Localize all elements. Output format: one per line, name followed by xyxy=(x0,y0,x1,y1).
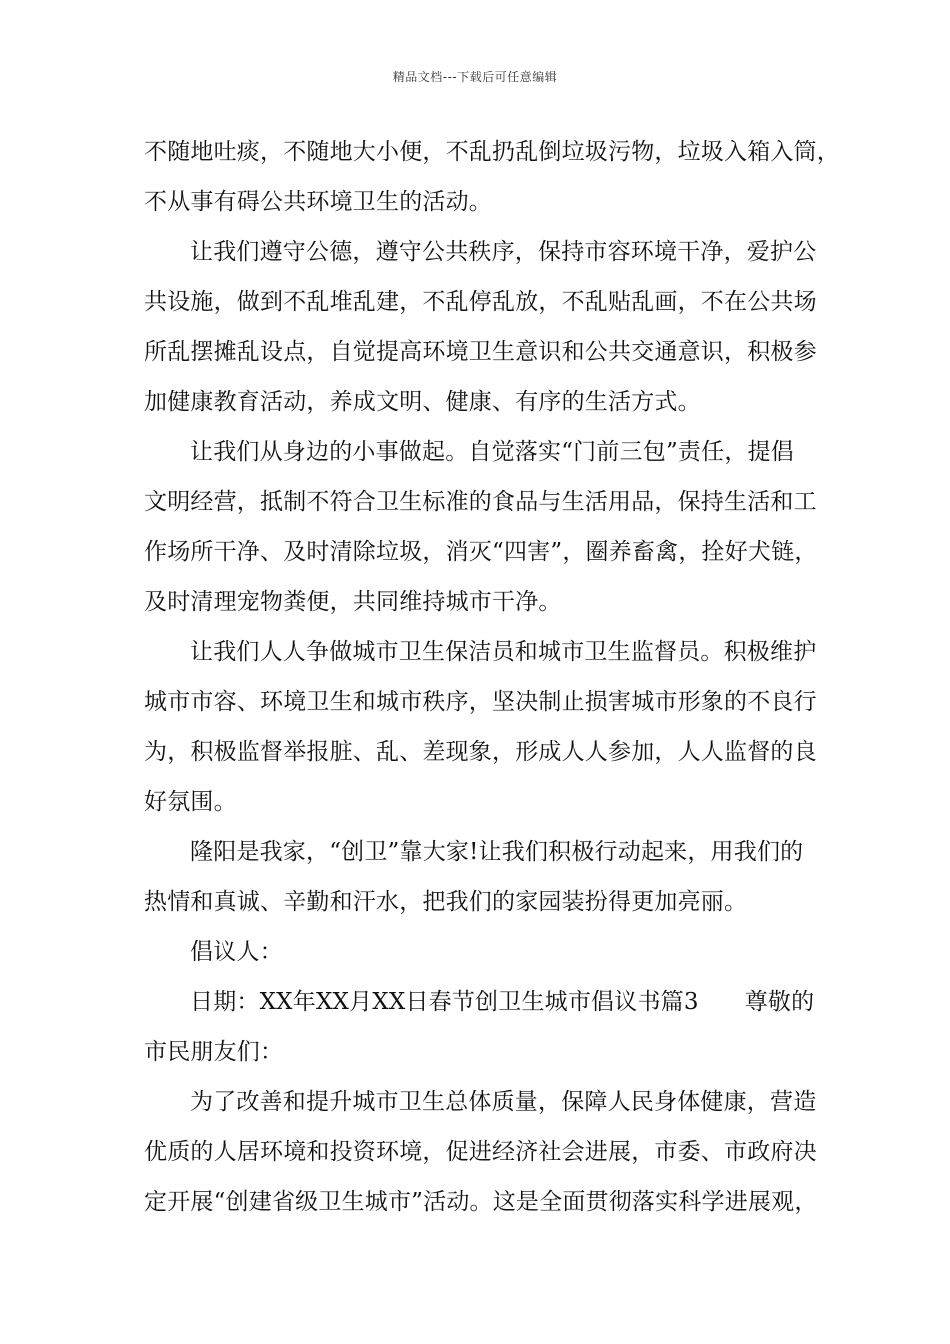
text-line: 及时清理宠物粪便，共同维持城市干净。 xyxy=(144,589,562,615)
document-body xyxy=(144,127,840,1227)
text-line: 市民朋友们： xyxy=(144,1039,284,1065)
text-line: 热情和真诚、辛勤和汗水，把我们的家园装扮得更加亮丽。 xyxy=(144,889,748,915)
text-line: 加健康教育活动，养成文明、健康、有序的生活方式。 xyxy=(144,389,701,415)
page-header: 精品文档---下载后可任意编辑 xyxy=(392,70,558,84)
text-line: 所乱摆摊乱设点，自觉提高环境卫生意识和公共交通意识，积极参 xyxy=(144,339,817,365)
text-line: 共设施，做到不乱堆乱建，不乱停乱放，不乱贴乱画，不在公共场 xyxy=(144,289,817,315)
text-line: 隆阳是我家，“创卫”靠大家!让我们积极行动起来，用我们的 xyxy=(190,839,804,865)
text-line: 城市市容、环境卫生和城市秩序，坚决制止损害城市形象的不良行 xyxy=(144,689,817,715)
text-line: 让我们人人争做城市卫生保洁员和城市卫生监督员。积极维护 xyxy=(190,639,817,665)
date-line xyxy=(144,977,834,1027)
salutation-start: 尊敬的 xyxy=(744,989,815,1015)
text-line: 作场所干净、及时清除垃圾，消灭“四害”，圈养畜禽，拴好犬链， xyxy=(144,539,818,565)
date-text: 日期：XX年XX月XX日春节创卫生城市倡议书篇3 xyxy=(190,989,699,1015)
text-line: 让我们从身边的小事做起。自觉落实“门前三包”责任，提倡 xyxy=(190,439,794,465)
text-line: 让我们遵守公德，遵守公共秩序，保持市容环境干净，爱护公 xyxy=(190,239,817,265)
text-line: 不从事有碍公共环境卫生的活动。 xyxy=(144,189,492,215)
text-line: 为，积极监督举报脏、乱、差现象，形成人人参加，人人监督的良 xyxy=(144,739,817,765)
text-line: 文明经营，抵制不符合卫生标准的食品与生活用品，保持生活和工 xyxy=(144,489,817,515)
text-line: 为了改善和提升城市卫生总体质量，保障人民身体健康，营造 xyxy=(190,1089,817,1115)
text-line: 定开展“创建省级卫生城市”活动。这是全面贯彻落实科学进展观， xyxy=(144,1189,818,1215)
text-line: 好氛围。 xyxy=(144,789,237,815)
text-line: 不随地吐痰，不随地大小便，不乱扔乱倒垃圾污物，垃圾入箱入筒， xyxy=(144,139,840,165)
text-line: 优质的人居环境和投资环境，促进经济社会进展，市委、市政府决 xyxy=(144,1139,817,1165)
text-line: 倡议人： xyxy=(190,939,283,965)
